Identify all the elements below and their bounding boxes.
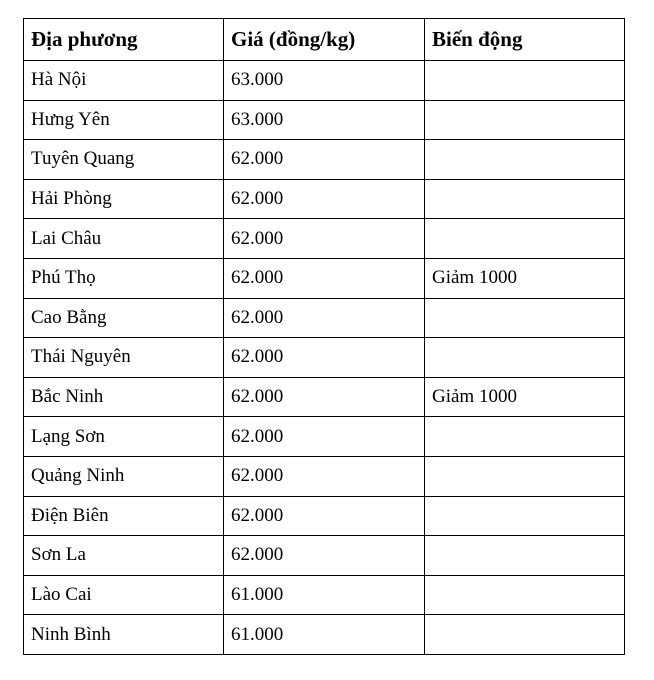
- header-row: [24, 19, 625, 61]
- cell-price: 62.000: [224, 456, 425, 496]
- cell-locality: Điện Biên: [24, 496, 224, 536]
- cell-locality: Hải Phòng: [24, 179, 224, 219]
- table-row: [24, 298, 625, 338]
- cell-price: 62.000: [224, 417, 425, 457]
- cell-change: [425, 496, 625, 536]
- cell-locality: Phú Thọ: [24, 258, 224, 298]
- cell-change: Giảm 1000: [425, 258, 625, 298]
- cell-locality: Lai Châu: [24, 219, 224, 259]
- header-change: Biến động: [425, 19, 625, 61]
- cell-locality: Lào Cai: [24, 575, 224, 615]
- cell-change: [425, 61, 625, 101]
- price-table: [23, 18, 625, 655]
- cell-price: 62.000: [224, 219, 425, 259]
- cell-price: 62.000: [224, 258, 425, 298]
- cell-locality: Quảng Ninh: [24, 456, 224, 496]
- cell-change: [425, 456, 625, 496]
- cell-change: [425, 100, 625, 140]
- table-row: [24, 377, 625, 417]
- cell-price: 61.000: [224, 615, 425, 655]
- cell-price: 62.000: [224, 338, 425, 378]
- cell-price: 62.000: [224, 536, 425, 576]
- cell-price: 61.000: [224, 575, 425, 615]
- table-row: [24, 179, 625, 219]
- table-row: [24, 536, 625, 576]
- cell-change: [425, 417, 625, 457]
- table-row: [24, 338, 625, 378]
- cell-price: 62.000: [224, 298, 425, 338]
- cell-change: [425, 140, 625, 180]
- cell-price: 62.000: [224, 377, 425, 417]
- cell-locality: Hưng Yên: [24, 100, 224, 140]
- table-row: [24, 219, 625, 259]
- cell-change: [425, 338, 625, 378]
- cell-change: [425, 615, 625, 655]
- cell-locality: Bắc Ninh: [24, 377, 224, 417]
- table-row: [24, 100, 625, 140]
- cell-change: [425, 219, 625, 259]
- table-row: [24, 417, 625, 457]
- cell-change: [425, 298, 625, 338]
- cell-locality: Lạng Sơn: [24, 417, 224, 457]
- table-row: [24, 258, 625, 298]
- cell-locality: Cao Bằng: [24, 298, 224, 338]
- cell-change: [425, 575, 625, 615]
- cell-locality: Hà Nội: [24, 61, 224, 101]
- table-row: [24, 456, 625, 496]
- cell-price: 62.000: [224, 140, 425, 180]
- cell-change: Giảm 1000: [425, 377, 625, 417]
- cell-locality: Sơn La: [24, 536, 224, 576]
- table-row: [24, 61, 625, 101]
- cell-price: 63.000: [224, 61, 425, 101]
- table-row: [24, 496, 625, 536]
- cell-price: 62.000: [224, 179, 425, 219]
- table-row: [24, 615, 625, 655]
- cell-locality: Tuyên Quang: [24, 140, 224, 180]
- cell-price: 63.000: [224, 100, 425, 140]
- cell-change: [425, 536, 625, 576]
- header-price: Giá (đồng/kg): [224, 19, 425, 61]
- cell-locality: Thái Nguyên: [24, 338, 224, 378]
- cell-price: 62.000: [224, 496, 425, 536]
- table-row: [24, 575, 625, 615]
- cell-change: [425, 179, 625, 219]
- table-row: [24, 140, 625, 180]
- header-locality: Địa phương: [24, 19, 224, 61]
- cell-locality: Ninh Bình: [24, 615, 224, 655]
